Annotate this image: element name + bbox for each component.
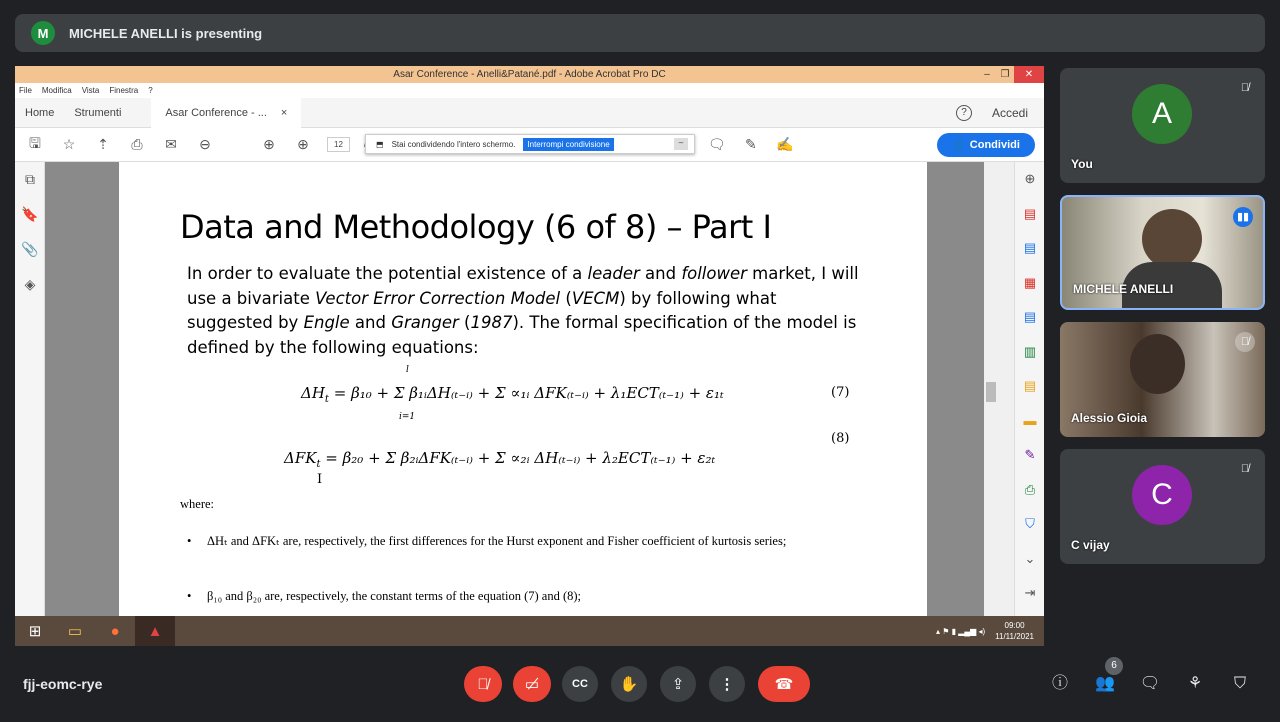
pdf-page xyxy=(119,162,927,616)
organize-pages-icon[interactable]: ▦ xyxy=(1023,274,1037,290)
presenting-text: MICHELE ANELLI is presenting xyxy=(69,25,263,41)
equation-8-number: (8) xyxy=(831,431,850,446)
participant-tile-alessio[interactable] xyxy=(1060,322,1265,437)
menu-help[interactable]: ? xyxy=(148,86,153,95)
windows-start-icon[interactable]: ⊞ xyxy=(28,623,42,640)
export-pdf-icon[interactable]: ▤ xyxy=(1023,240,1037,255)
comment-icon[interactable]: 🗨 xyxy=(707,136,726,152)
participant-tile-cvijay[interactable] xyxy=(1060,449,1265,564)
participant-name: C vijay xyxy=(1071,538,1110,552)
meeting-code: fjj-eomc-rye xyxy=(23,676,103,692)
participant-name: Alessio Gioia xyxy=(1071,411,1148,425)
system-tray xyxy=(936,620,1044,642)
leave-call-button[interactable]: ☎ xyxy=(758,666,810,702)
equation-7-rhs: = β₁₀ + Σ β₁ᵢΔH₍ₜ₋ᵢ₎ + Σ ∝₁ᵢ ΔFK₍ₜ₋ᵢ₎ + λ₁ECT₍ₜ₋₁₎ + ε₁ₜ xyxy=(333,384,724,402)
combine-files-icon[interactable]: ▥ xyxy=(1023,343,1037,359)
zoom-icon[interactable]: ⊕ xyxy=(1024,171,1036,186)
present-button[interactable]: ⇪ xyxy=(660,666,696,702)
share-document-button[interactable] xyxy=(937,133,1035,157)
share-document-label: Condividi xyxy=(969,139,1020,151)
print-icon[interactable]: ⎙ xyxy=(131,136,143,152)
menu-vista[interactable]: Vista xyxy=(81,86,100,95)
slide-paragraph: In order to evaluate the potential existence of a leader and follower market, I will use a bivariate Vector Error Correction Model (VECM) by following what suggested by Engle and Granger (1987). The formal specification of the model is defined by the following equations: xyxy=(187,264,859,357)
participant-tile-you[interactable] xyxy=(1060,68,1265,183)
close-window-button[interactable]: ✕ xyxy=(1014,66,1044,83)
participant-name: You xyxy=(1071,157,1093,171)
page-number-input[interactable]: 12 xyxy=(327,137,350,152)
tray-icons[interactable]: ▴ ⚑ ▮ ▂▄▆ ◂) xyxy=(936,626,986,636)
slide-title: Data and Methodology (6 of 8) – Part I xyxy=(180,208,772,246)
mic-muted-icon: 🎙̸ xyxy=(1235,332,1255,352)
people-icon[interactable]: 👥 xyxy=(1095,675,1115,692)
activities-icon[interactable]: ⚘ xyxy=(1187,675,1203,692)
fill-sign-icon[interactable]: ▤ xyxy=(1023,378,1037,393)
close-tab-icon[interactable]: × xyxy=(280,106,288,119)
person-silhouette xyxy=(1142,209,1202,269)
person-silhouette xyxy=(1130,334,1185,394)
screenshare-notice xyxy=(365,134,695,154)
tab-home[interactable]: Home xyxy=(25,106,55,119)
sign-icon[interactable]: ✍ xyxy=(776,136,794,152)
tab-document-label: Asar Conference - ... xyxy=(165,106,267,119)
mic-toggle-button[interactable]: 🎙̸ xyxy=(464,666,502,702)
page-thumbnails-icon[interactable]: ⧉ xyxy=(25,171,35,187)
minimize-notice-button[interactable]: – xyxy=(674,138,688,150)
attachment-icon[interactable]: 📎 xyxy=(21,241,39,257)
mail-icon[interactable]: ✉ xyxy=(165,136,177,152)
windows-taskbar xyxy=(15,616,1044,646)
clock-date: 11/11/2021 xyxy=(995,632,1034,641)
comment-tool-icon[interactable]: ▬ xyxy=(1023,412,1037,428)
captions-button[interactable]: CC xyxy=(562,666,598,702)
maximize-button[interactable]: ❐ xyxy=(1000,69,1010,80)
window-title: Asar Conference - Anelli&Patané.pdf - Adobe Acrobat Pro DC xyxy=(393,69,666,80)
people-count-badge: 6 xyxy=(1105,657,1123,675)
screenshare-text: Stai condividendo l'intero schermo. xyxy=(391,139,516,149)
shared-screen xyxy=(15,66,1044,646)
protect-icon[interactable]: ⛉ xyxy=(1025,516,1035,531)
where-label: where: xyxy=(180,497,215,511)
equation-7: $\Delta H_t = \beta_{10} + \Sigma$ β₁ᵢΔH₍ₜ₋ᵢ₎ + Σ ∝₁ᵢ ΔFK₍ₜ₋ᵢ₎ + λ₁ECT₍ₜ₋₁₎ + ε₁ₜ xyxy=(301,384,724,405)
sum-limit-top: l xyxy=(406,365,409,375)
text-cursor-icon: I xyxy=(317,472,323,487)
firefox-icon[interactable]: ● xyxy=(110,622,120,640)
chat-icon[interactable]: 🗨 xyxy=(1139,675,1161,692)
file-explorer-icon[interactable]: ▭ xyxy=(67,623,83,640)
acrobat-tabbar xyxy=(15,98,1044,128)
bullet-item: • ΔHₜ and ΔFKₜ are, respectively, the first differences for the Hurst exponent and Fisher coefficient of kurtosis series; xyxy=(187,534,787,548)
share-screen-icon: ⬒ xyxy=(376,139,384,149)
participant-avatar: C xyxy=(1132,465,1192,525)
vertical-scrollbar[interactable] xyxy=(984,162,998,616)
menu-bar xyxy=(15,83,1044,98)
layers-icon[interactable]: ◈ xyxy=(24,276,36,292)
participant-name: MICHELE ANELLI xyxy=(1073,282,1174,296)
left-navigation-pane xyxy=(15,162,45,616)
edit-pdf-icon[interactable]: ▤ xyxy=(1023,309,1037,324)
more-options-button[interactable]: ⋮ xyxy=(709,666,745,702)
equation-8: $\Delta FK_t = \beta_{20} + \Sigma$ β₂ᵢΔFK₍ₜ₋ᵢ₎ + Σ ∝₂ᵢ ΔH₍ₜ₋ᵢ₎ + λ₂ECT₍ₜ₋₁₎ + ε₂ₜ xyxy=(284,449,716,470)
equation-8-rhs: = β₂₀ + Σ β₂ᵢΔFK₍ₜ₋ᵢ₎ + Σ ∝₂ᵢ ΔH₍ₜ₋ᵢ₎ + λ₂ECT₍ₜ₋₁₎ + ε₂ₜ xyxy=(325,449,716,467)
equation-7-lhs: ΔH xyxy=(301,384,325,402)
menu-modifica[interactable]: Modifica xyxy=(41,86,72,95)
create-pdf-icon[interactable]: ▤ xyxy=(1023,205,1037,221)
star-icon[interactable]: ☆ xyxy=(62,136,76,152)
more-tools-icon[interactable]: ⌄ xyxy=(1024,550,1036,566)
collapse-pane-icon[interactable]: ⇥ xyxy=(1024,585,1036,600)
speaking-indicator-icon: ▮▮ xyxy=(1233,207,1253,227)
meeting-controls-bar xyxy=(0,650,1280,722)
acrobat-titlebar xyxy=(15,66,1044,83)
page-up-icon[interactable]: ⊕ xyxy=(263,136,275,152)
raise-hand-button[interactable]: ✋ xyxy=(611,666,647,702)
bookmark-icon[interactable]: 🔖 xyxy=(21,206,39,222)
participant-avatar: A xyxy=(1132,84,1192,144)
menu-finestra[interactable]: Finestra xyxy=(109,86,139,95)
upload-cloud-icon[interactable]: ⇡ xyxy=(97,136,109,152)
participant-tile-michele[interactable] xyxy=(1060,195,1265,310)
acrobat-taskbar-icon[interactable]: ▲ xyxy=(135,616,175,646)
print-production-icon[interactable]: ⎙ xyxy=(1024,481,1036,497)
equation-7-number: (7) xyxy=(831,385,850,400)
mic-muted-icon: 🎙̸ xyxy=(1240,463,1250,475)
presenter-avatar: M xyxy=(31,21,55,45)
bullet-item: • β₁₀ and β₂₀ are, respectively, the constant terms of the equation (7) and (8); xyxy=(187,589,582,603)
sum-limit-bottom: i=1 xyxy=(399,412,416,422)
clock[interactable] xyxy=(995,620,1034,642)
equation-8-lhs: ΔFK xyxy=(284,449,317,467)
zoom-out-icon[interactable]: ⊖ xyxy=(199,136,211,152)
save-icon[interactable]: 🖫 xyxy=(29,134,41,151)
menu-file[interactable]: File xyxy=(19,86,32,95)
tab-tools[interactable]: Strumenti xyxy=(74,106,122,119)
minimize-button[interactable]: – xyxy=(984,69,990,80)
mic-muted-icon: 🎙̸ xyxy=(1240,82,1250,94)
help-icon[interactable]: ? xyxy=(956,105,972,121)
tab-document[interactable] xyxy=(151,98,301,128)
camera-toggle-button[interactable]: ▭̸ xyxy=(513,666,551,702)
clock-time: 09:00 xyxy=(1004,621,1025,630)
pen-icon[interactable]: ✎ xyxy=(744,136,757,152)
right-tools-pane xyxy=(1014,162,1044,616)
host-controls-icon[interactable]: ⛉ xyxy=(1233,675,1246,692)
signin-link[interactable]: Accedi xyxy=(991,105,1028,120)
presenting-banner xyxy=(15,14,1265,52)
add-person-icon: 👤 xyxy=(952,139,966,152)
draw-icon[interactable]: ✎ xyxy=(1024,447,1036,462)
page-down-icon[interactable]: ⊕ xyxy=(297,136,309,152)
meeting-info-icon[interactable]: ⓘ xyxy=(1051,675,1068,692)
stop-sharing-button[interactable]: Interrompi condivisione xyxy=(523,138,613,151)
